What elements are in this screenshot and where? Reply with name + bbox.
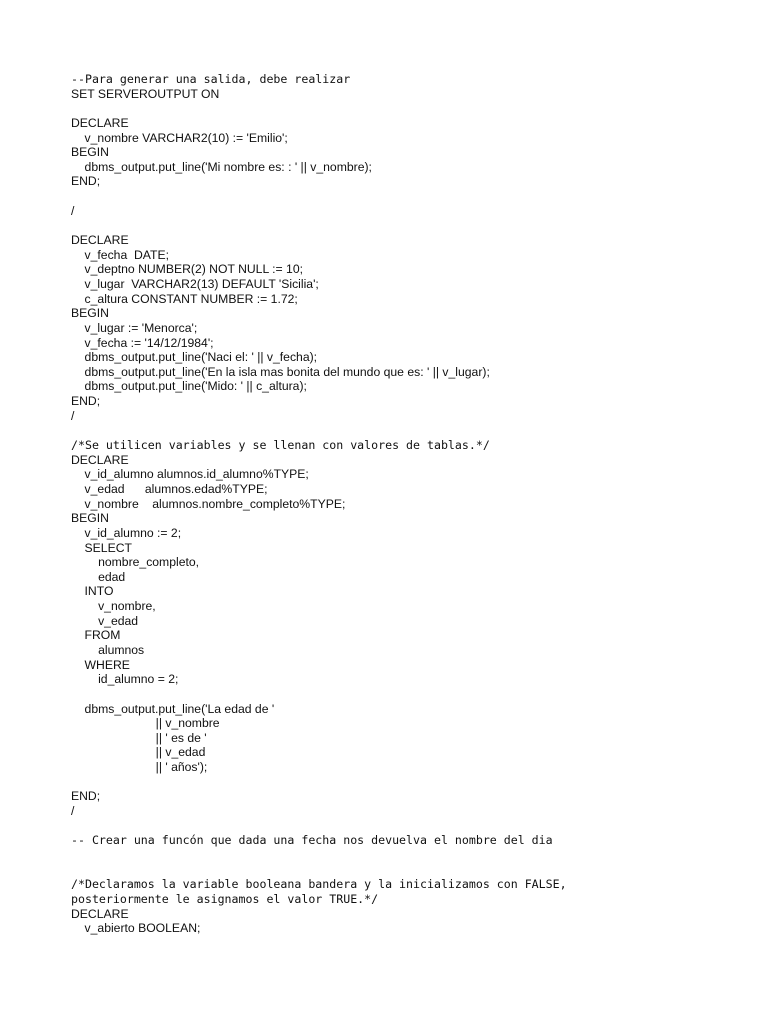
code-line: END; (71, 789, 101, 804)
blank-line (71, 101, 751, 116)
code-line: END; (71, 394, 101, 409)
code-line: DECLARE (71, 906, 129, 921)
code-line: || ' es de ' (71, 730, 207, 745)
blank-line (71, 775, 751, 790)
code-line: || v_nombre (71, 716, 220, 731)
blank-line (71, 687, 751, 702)
code-line: BEGIN (71, 511, 109, 526)
code-line: v_lugar := 'Menorca'; (71, 320, 198, 335)
code-line: INTO (71, 584, 114, 599)
code-line: SELECT (71, 540, 132, 555)
code-line: v_edad alumnos.edad%TYPE; (71, 481, 268, 496)
code-line: SET SERVEROUTPUT ON (71, 86, 220, 101)
code-line: WHERE (71, 657, 130, 672)
code-line: v_fecha DATE; (71, 247, 169, 262)
blank-line (71, 848, 751, 863)
code-line: /*Declaramos la variable booleana bandera y la inicializamos con FALSE, (71, 877, 567, 892)
code-line: c_altura CONSTANT NUMBER := 1.72; (71, 291, 298, 306)
code-line: -- Crear una funcón que dada una fecha nos devuelva el nombre del dia (71, 833, 553, 848)
code-line: edad (71, 569, 126, 584)
code-line: v_edad (71, 613, 139, 628)
blank-line (71, 819, 751, 834)
code-line: dbms_output.put_line('Mido: ' || c_altura); (71, 379, 307, 394)
code-line: v_abierto BOOLEAN; (71, 921, 201, 936)
code-line: BEGIN (71, 145, 109, 160)
code-line: nombre_completo, (71, 555, 200, 570)
code-line: v_id_alumno := 2; (71, 525, 182, 540)
blank-line (71, 863, 751, 878)
code-line: / (71, 804, 75, 819)
code-line: v_nombre alumnos.nombre_completo%TYPE; (71, 496, 346, 511)
code-line: v_deptno NUMBER(2) NOT NULL := 10; (71, 262, 303, 277)
code-line: --Para generar una salida, debe realizar (71, 72, 351, 86)
code-line: posteriormente le asignamos el valor TRUE.*/ (71, 891, 379, 906)
code-line: || v_edad (71, 745, 206, 760)
code-line: v_id_alumno alumnos.id_alumno%TYPE; (71, 467, 309, 482)
code-line: || ' años'); (71, 760, 208, 775)
code-line: v_fecha := '14/12/1984'; (71, 335, 214, 350)
code-line: /*Se utilicen variables y se llenan con valores de tablas.*/ (71, 438, 490, 453)
code-line: DECLARE (71, 233, 129, 248)
code-line: DECLARE (71, 115, 129, 130)
blank-line (71, 218, 751, 233)
code-line: v_nombre, (71, 599, 156, 614)
blank-line (71, 423, 751, 438)
code-line: id_alumno = 2; (71, 672, 179, 687)
code-line: dbms_output.put_line('Mi nombre es: : ' || v_nombre); (71, 159, 372, 174)
code-line: dbms_output.put_line('En la isla mas bonita del mundo que es: ' || v_lugar); (71, 364, 490, 379)
code-line: / (71, 203, 75, 218)
code-line: dbms_output.put_line('La edad de ' (71, 701, 275, 716)
code-line: END; (71, 174, 101, 189)
sql-code-listing (71, 72, 751, 936)
code-line: DECLARE (71, 452, 129, 467)
code-line: dbms_output.put_line('Naci el: ' || v_fecha); (71, 350, 318, 365)
code-line: alumnos (71, 642, 145, 657)
blank-line (71, 189, 751, 204)
code-line: BEGIN (71, 306, 109, 321)
code-line: v_lugar VARCHAR2(13) DEFAULT 'Sicilia'; (71, 276, 319, 291)
code-line: / (71, 408, 75, 423)
code-line: FROM (71, 628, 121, 643)
code-line: v_nombre VARCHAR2(10) := 'Emilio'; (71, 130, 288, 145)
